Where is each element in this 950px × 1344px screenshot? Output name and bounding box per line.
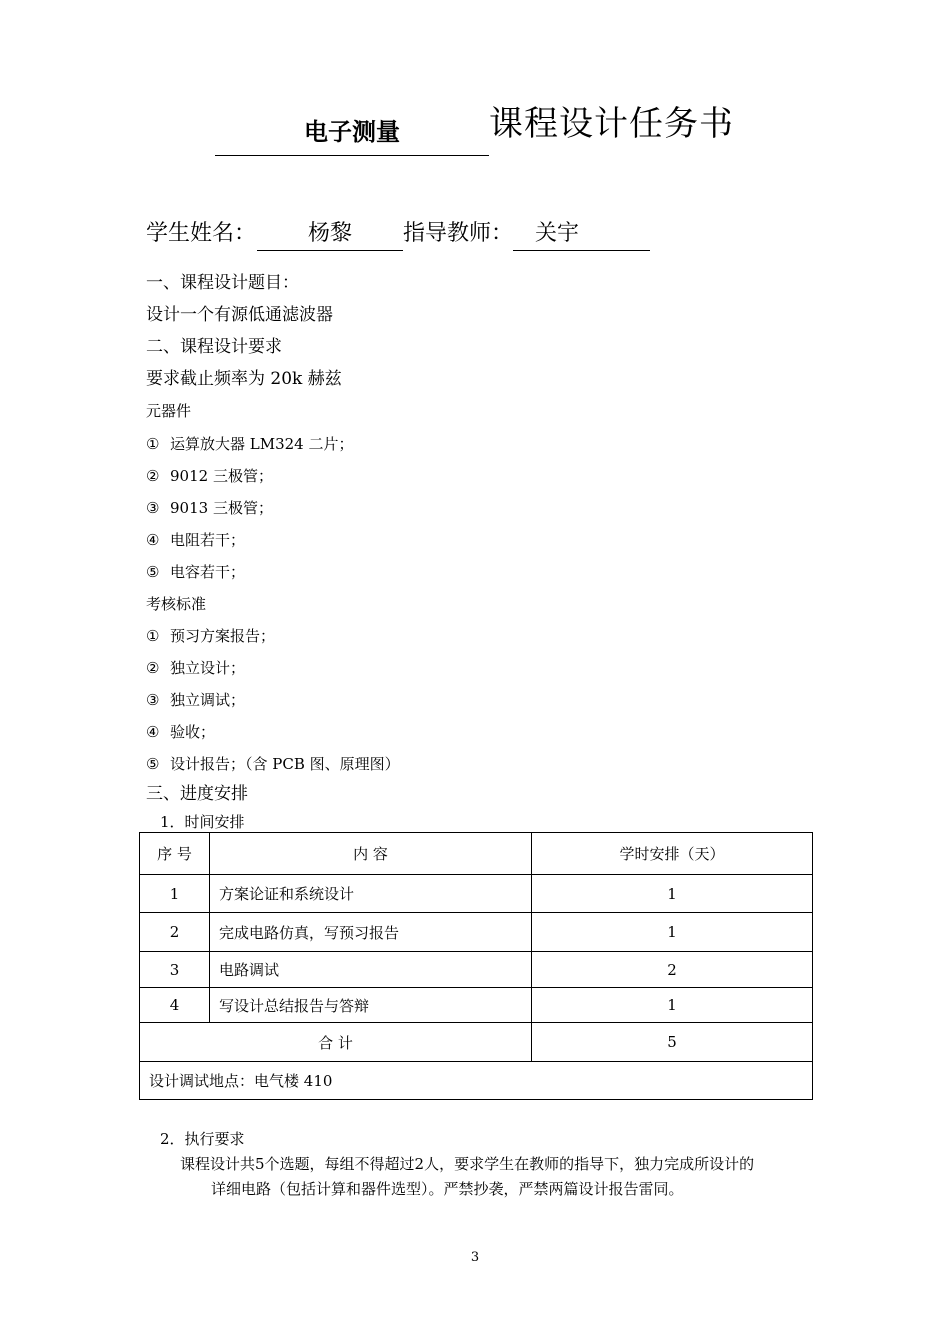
criteria-text: 独立设计； — [170, 659, 246, 677]
row-no: 2 — [140, 913, 210, 952]
component-text: 运算放大器 LM324 二片； — [170, 435, 354, 453]
schedule-table — [139, 832, 813, 1100]
row-no: 4 — [140, 988, 210, 1023]
list-marker: ④ — [146, 531, 160, 549]
section3-heading: 三、进度安排 — [146, 784, 248, 804]
student-name-underline — [257, 250, 403, 251]
table-location-row — [140, 1062, 813, 1100]
execution-subheading: 2．执行要求 — [160, 1130, 245, 1148]
header-content: 内 容 — [210, 833, 532, 875]
criteria-item — [146, 624, 275, 648]
list-marker: ② — [146, 467, 160, 485]
criteria-item — [146, 688, 245, 712]
criteria-text: 预习方案报告； — [170, 627, 276, 645]
list-marker: ④ — [146, 723, 160, 741]
document-title: 课程设计任务书 — [489, 104, 734, 144]
row-days: 2 — [532, 952, 813, 988]
row-content: 方案论证和系统设计 — [210, 875, 532, 913]
criteria-item — [146, 752, 400, 776]
table-row — [140, 988, 813, 1023]
list-marker: ③ — [146, 691, 160, 709]
list-marker: ① — [146, 627, 160, 645]
component-text: 电容若干； — [170, 563, 246, 581]
component-item — [146, 464, 273, 488]
components-label: 元器件 — [146, 402, 192, 420]
criteria-text: 独立调试； — [170, 691, 246, 709]
time-schedule-subheading: 1．时间安排 — [160, 813, 245, 831]
section1-heading: 一、课程设计题目： — [146, 273, 299, 293]
student-name-label: 学生姓名： — [146, 221, 257, 246]
student-name-value: 杨黎 — [307, 221, 352, 246]
table-row — [140, 952, 813, 988]
teacher-name-label: 指导教师： — [403, 221, 514, 246]
section2-heading: 二、课程设计要求 — [146, 337, 282, 357]
list-marker: ⑤ — [146, 755, 160, 773]
list-marker: ② — [146, 659, 160, 677]
component-item — [146, 560, 245, 584]
criteria-text: 验收； — [170, 723, 216, 741]
table-header-row — [140, 833, 813, 875]
execution-text-line1: 课程设计共5个选题，每组不得超过2人，要求学生在教师的指导下，独力完成所设计的 — [180, 1155, 755, 1173]
page-number: 3 — [470, 1250, 480, 1265]
criteria-text: 设计报告；（含 PCB 图、原理图） — [170, 755, 400, 773]
row-content: 写设计总结报告与答辩 — [210, 988, 532, 1023]
row-days: 1 — [532, 988, 813, 1023]
criteria-item — [146, 720, 215, 744]
component-text: 9012 三极管； — [170, 467, 273, 485]
row-content: 完成电路仿真，写预习报告 — [210, 913, 532, 952]
teacher-name-underline — [513, 250, 650, 251]
row-no: 3 — [140, 952, 210, 988]
row-days: 1 — [532, 913, 813, 952]
course-name: 电子测量 — [304, 118, 400, 146]
table-row — [140, 913, 813, 952]
teacher-name-value: 关宇 — [535, 221, 580, 246]
course-name-underline — [215, 155, 489, 156]
component-item — [146, 528, 245, 552]
total-value: 5 — [532, 1023, 813, 1062]
row-days: 1 — [532, 875, 813, 913]
location-cell: 设计调试地点：电气楼 410 — [140, 1062, 813, 1100]
table-total-row — [140, 1023, 813, 1062]
criteria-label: 考核标准 — [146, 595, 207, 613]
row-no: 1 — [140, 875, 210, 913]
criteria-item — [146, 656, 245, 680]
header-days: 学时安排（天） — [532, 833, 813, 875]
component-text: 9013 三极管； — [170, 499, 273, 517]
section2-requirement: 要求截止频率为 20k 赫兹 — [146, 369, 342, 389]
row-content: 电路调试 — [210, 952, 532, 988]
section1-topic: 设计一个有源低通滤波器 — [146, 305, 333, 325]
component-text: 电阻若干； — [170, 531, 246, 549]
component-item — [146, 496, 273, 520]
total-label: 合 计 — [140, 1023, 532, 1062]
execution-text-line2: 详细电路（包括计算和器件选型）。严禁抄袭，严禁两篇设计报告雷同。 — [211, 1180, 684, 1198]
list-marker: ① — [146, 435, 160, 453]
list-marker: ③ — [146, 499, 160, 517]
table-row — [140, 875, 813, 913]
header-no: 序 号 — [140, 833, 210, 875]
list-marker: ⑤ — [146, 563, 160, 581]
component-item — [146, 432, 354, 456]
